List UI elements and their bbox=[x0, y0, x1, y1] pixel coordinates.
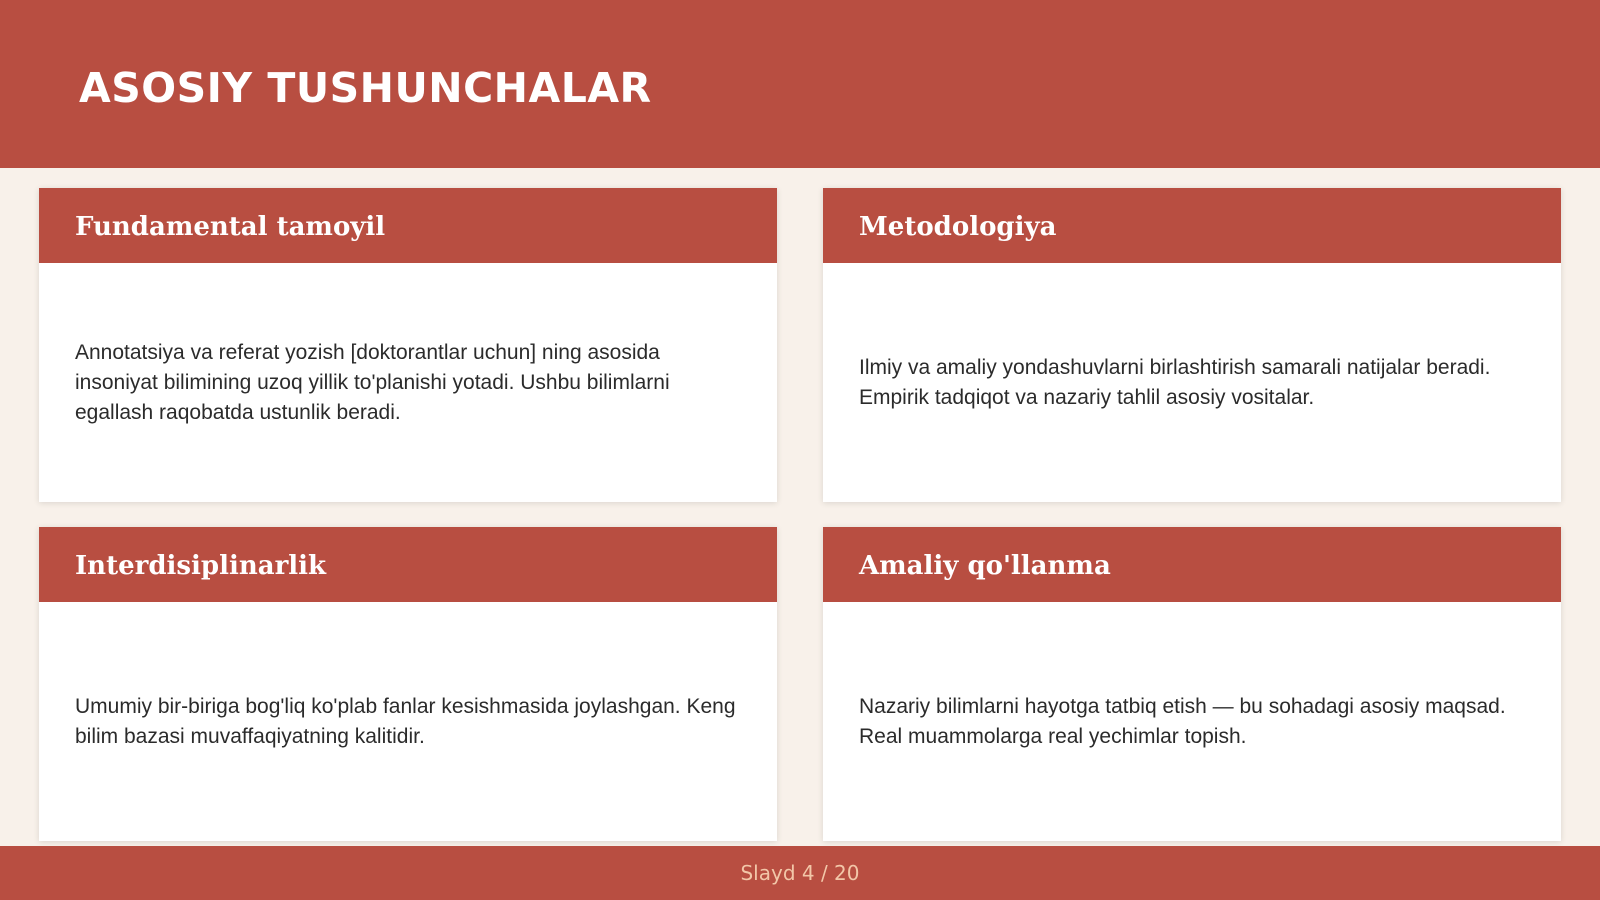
card-body bbox=[75, 263, 741, 502]
footer-bar bbox=[0, 846, 1600, 900]
card-body bbox=[75, 602, 741, 841]
card-title: Metodologiya bbox=[859, 212, 1057, 242]
card-header bbox=[823, 188, 1561, 263]
slide-counter: Slayd 4 / 20 bbox=[740, 861, 860, 885]
card-header bbox=[39, 188, 777, 263]
card-text: Ilmiy va amaliy yondashuvlarni birlashtirish samarali natijalar beradi. Empirik tadqiqot va nazariy tahlil asosiy vositalar. bbox=[859, 355, 1491, 409]
card-body bbox=[859, 602, 1525, 841]
card-text: Nazariy bilimlarni hayotga tatbiq etish — bu sohadagi asosiy maqsad. Real muammolarga real yechimlar topish. bbox=[859, 694, 1506, 748]
header-bar bbox=[0, 0, 1600, 168]
card-practical-guide bbox=[823, 527, 1561, 841]
card-header bbox=[39, 527, 777, 602]
page-title: ASOSIY TUSHUNCHALAR bbox=[79, 64, 652, 112]
card-interdisciplinarity bbox=[39, 527, 777, 841]
card-text: Annotatsiya va referat yozish [doktorantlar uchun] ning asosida insoniyat bilimining uzoq yillik to'planishi yotadi. Ushbu bilimlarni egallash raqobatda ustunlik beradi. bbox=[75, 340, 670, 424]
card-header bbox=[823, 527, 1561, 602]
card-fundamental-principle bbox=[39, 188, 777, 502]
card-text: Umumiy bir-biriga bog'liq ko'plab fanlar kesishmasida joylashgan. Keng bilim bazasi muvaffaqiyatning kalitidir. bbox=[75, 694, 736, 748]
card-title: Fundamental tamoyil bbox=[75, 212, 386, 242]
card-body bbox=[859, 263, 1525, 502]
card-methodology bbox=[823, 188, 1561, 502]
card-title: Amaliy qo'llanma bbox=[859, 551, 1111, 581]
card-title: Interdisiplinarlik bbox=[75, 551, 327, 581]
